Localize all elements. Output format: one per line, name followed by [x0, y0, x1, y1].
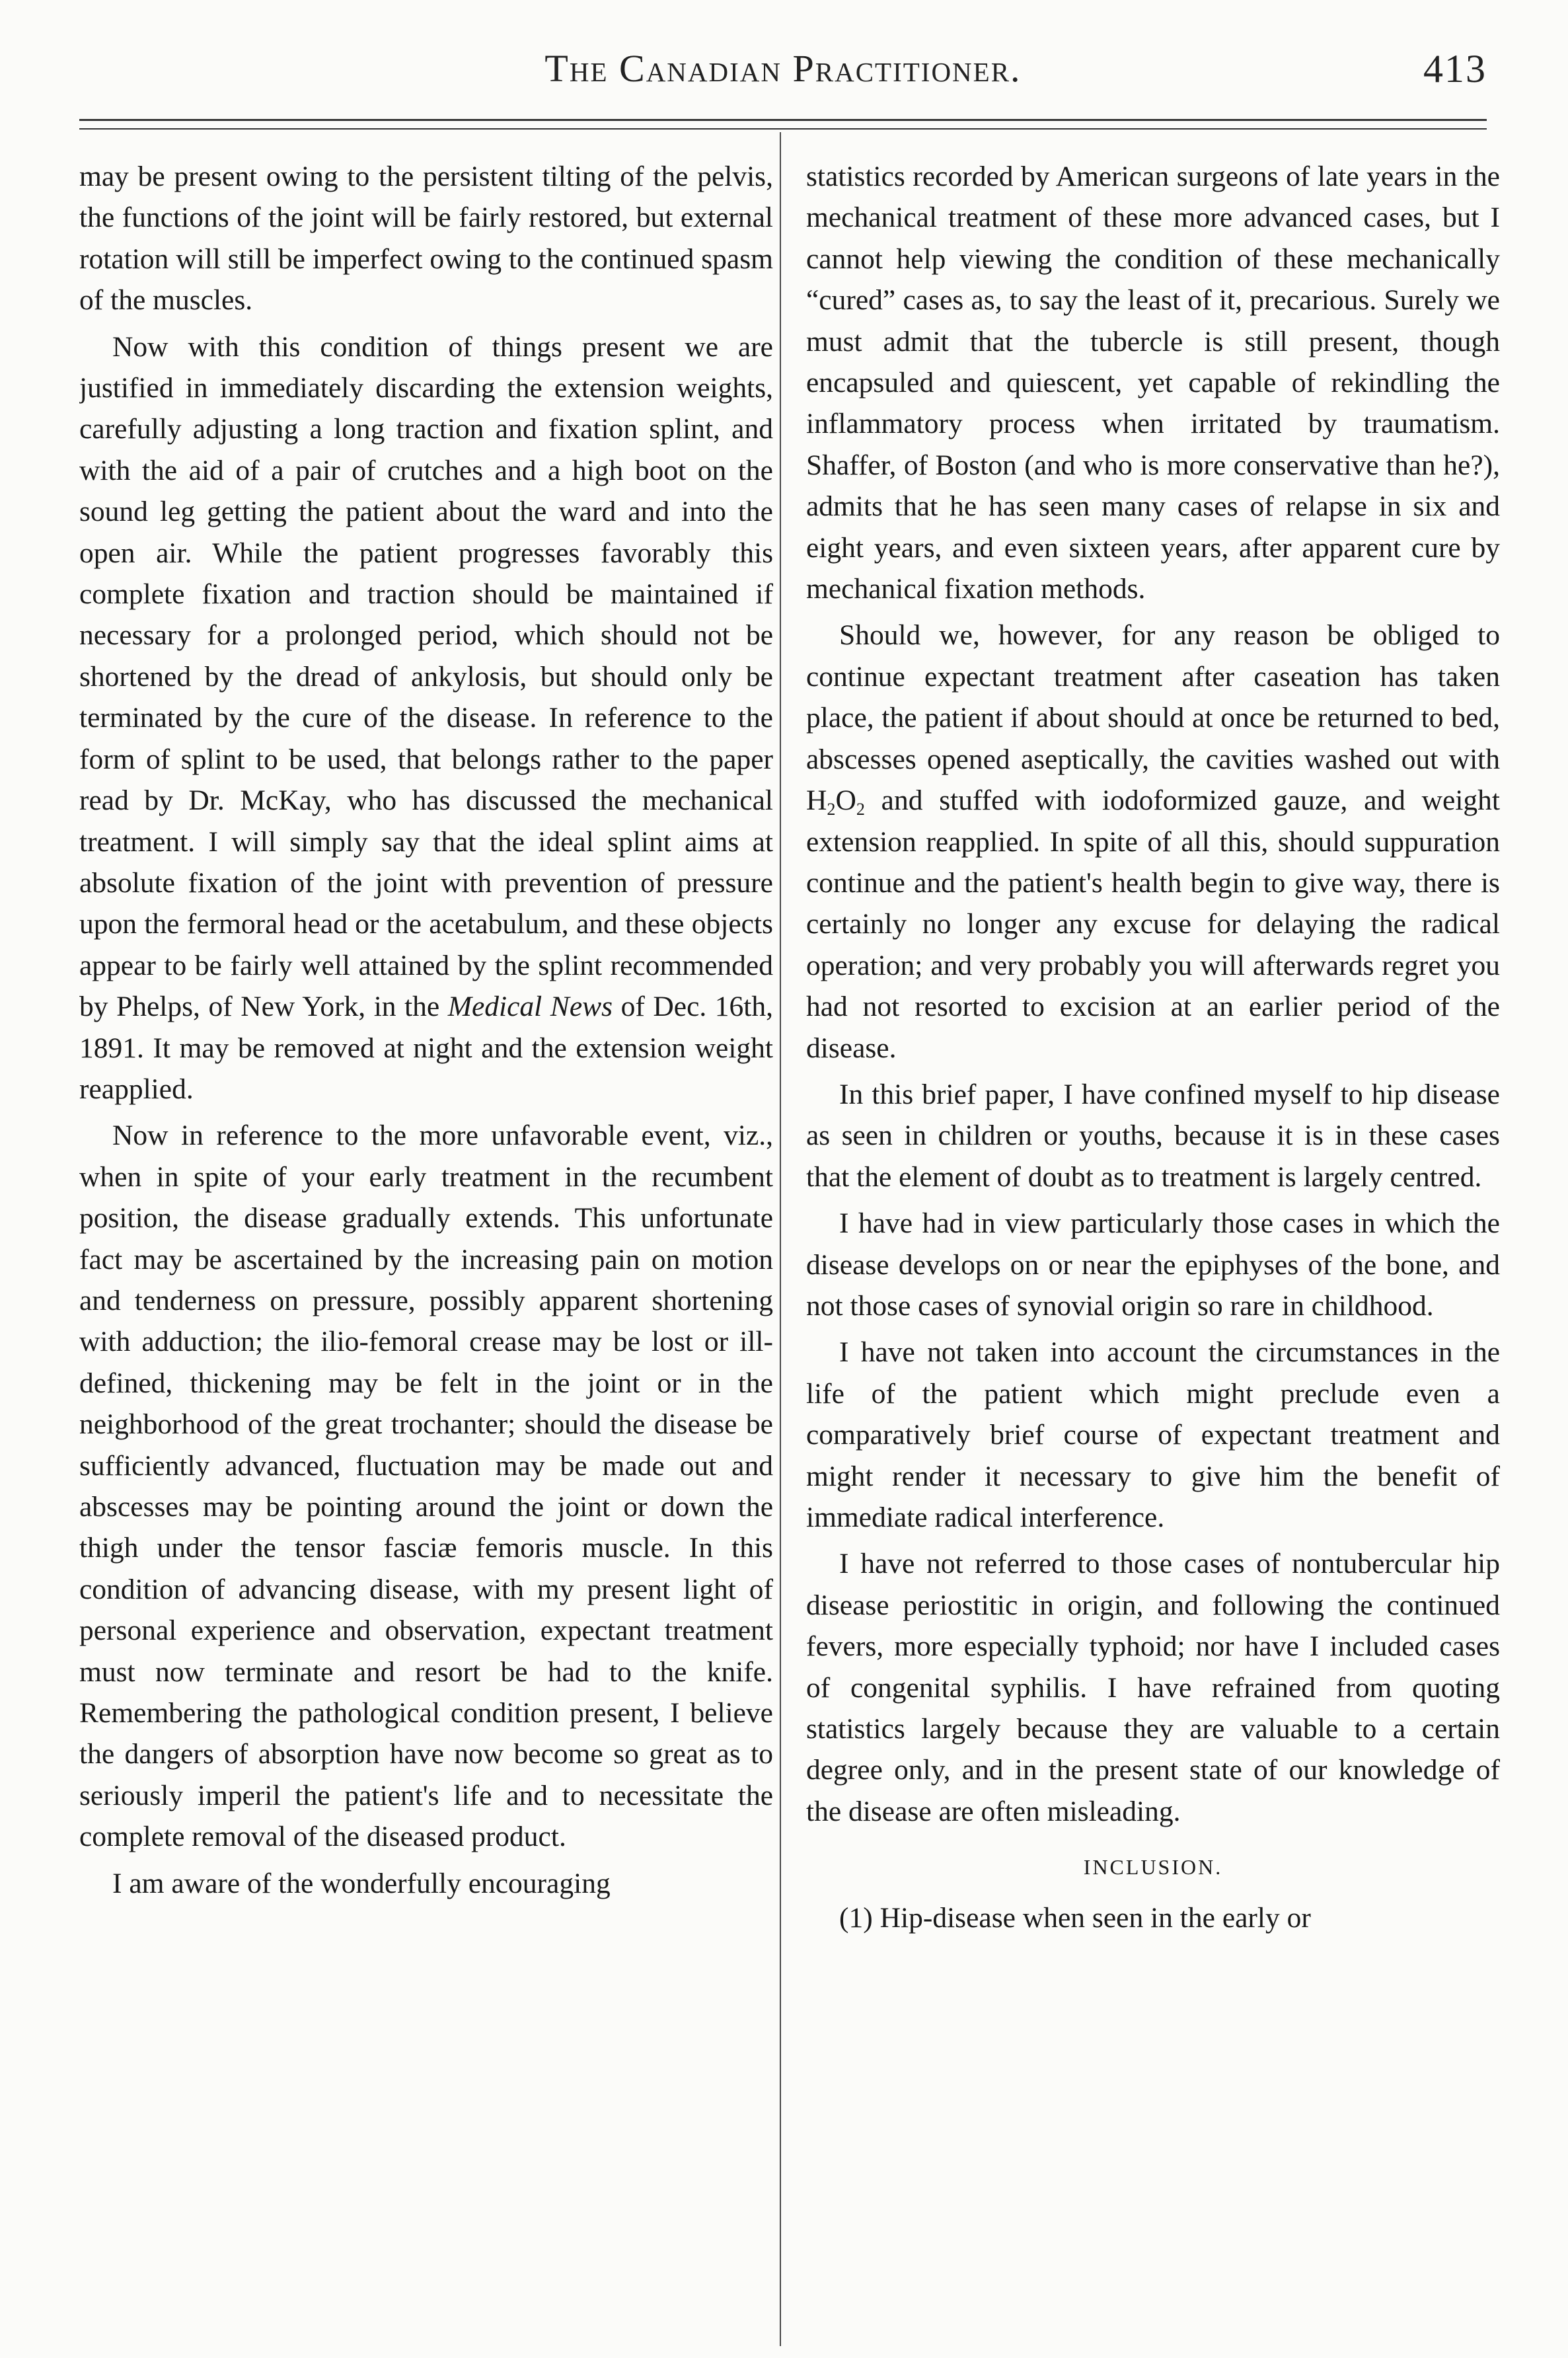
journal-title: The Canadian Practitioner. [544, 47, 1022, 90]
paragraph [79, 326, 773, 1110]
paragraph: (1) Hip-disease when seen in the early or [839, 1901, 1311, 1934]
paragraph: I have not referred to those cases of nontubercular hip disease periostitic in origin, and following the continued fevers, more especially typhoid; nor have I included cases of congenital syphilis. I have refrained from quoting statistics largely because they are valuable to a certain degree only, and in the present state of our knowledge of the disease are often misleading. [806, 1548, 1500, 1827]
header-rule-thin [79, 128, 1487, 130]
paragraph: Now in reference to the more unfavorable event, viz., when in spite of your early treatment in the recumbent position, the disease gradually extends. This unfortunate fact may be ascertained by the increasing pain on motion and tenderness on pressure, possibly apparent shortening with adduction; the ilio-femoral crease may be lost or ill-defined, thickening may be felt in the joint or in the neighborhood of the great trochanter; should the disease be sufficiently advanced, fluctuation may be made out and abscesses may be pointing around the joint or down the thigh under the tensor fasciæ femoris muscle. In this condition of advancing disease, with my present light of personal experience and observation, expectant treatment must now terminate and resort be had to the knife. Remembering the pathological condition present, I believe the dangers of absorption have now become so great as to seriously imperil the patient's life and to necessitate the complete removal of the diseased product. [79, 1120, 773, 1853]
paragraph: I am aware of the wonderfully encouraging [112, 1867, 611, 1899]
paragraph-continuation: may be present owing to the persistent tilting of the pelvis, the functions of the joint will be fairly restored, but external rotation will still be imperfect owing to the continued spasm of the muscles. [79, 161, 773, 317]
section-heading: INCLUSION. [1083, 1855, 1223, 1880]
right-column [806, 156, 1500, 2337]
paragraph-text: Should we, however, for any reason be obliged to continue expectant treatment after caseation has taken place, the patient if about should at once be returned to bed, abscesses opened aseptically, the cavities washed out with H [806, 619, 1500, 817]
formula-text: O [835, 784, 856, 817]
journal-citation-italic: Medical News [447, 991, 613, 1023]
paragraph-continuation: statistics recorded by American surgeons of late years in the mechanical treatment of these more advanced cases, but I cannot help viewing the condition of these mechanically “cured” cases as, to say the least of it, precarious. Surely we must admit that the tubercle is still present, though encapsuled and quiescent, yet capable of rekindling the inflammatory process when irritated by traumatism. Shaffer, of Boston (and who is more conservative than he?), admits that he has seen many cases of relapse in six and eight years, and even sixteen years, after apparent cure by mechanical fixation methods. [806, 161, 1500, 605]
header-rule [79, 119, 1487, 121]
subscript: 2 [827, 799, 836, 819]
paragraph-text: and stuffed with iodoformized gauze, and weight extension reapplied. In spite of all this, should suppuration continue and the patient's health begin to give way, there is certainly no longer any excuse for delaying the radical operation; and very probably you will afterwards regret you had not resorted to excision at an earlier period of the disease. [806, 784, 1500, 1064]
left-column [79, 156, 773, 2337]
running-head [79, 41, 1487, 114]
paragraph-text: Now with this condition of things present we are justified in immediately discarding the extension weights, carefully adjusting a long traction and fixation splint, and with the aid of a pair of crutches and a high boot on the sound leg getting the patient about the ward and into the open air. While the patient progresses favorably this complete fixation and traction should be maintained if necessary for a prolonged period, which should not be shortened by the dread of ankylosis, but should only be terminated by the cure of the disease. In reference to the form of splint to be used, that belongs rather to the paper read by Dr. McKay, who has discussed the mechanical treatment. I will simply say that the ideal splint aims at absolute fixation of the joint with prevention of pressure upon the fermoral head or the acetabulum, and these objects appear to be fairly well attained by the splint recommended by Phelps, of New York, in the [79, 330, 773, 1023]
page-number: 413 [1423, 47, 1487, 91]
paragraph: I have not taken into account the circumstances in the life of the patient which might preclude even a comparatively brief course of expectant treatment and might render it necessary to give him the benefit of immediate radical interference. [806, 1336, 1500, 1533]
column-divider [780, 132, 781, 2346]
paragraph: In this brief paper, I have confined myself to hip disease as seen in children or youths, because it is in these cases that the element of doubt as to treatment is largely centred. [806, 1078, 1500, 1193]
subscript: 2 [856, 799, 865, 819]
paragraph [806, 615, 1500, 1068]
paragraph: I have had in view particularly those cases in which the disease develops on or near the epiphyses of the bone, and not those cases of synovial origin so rare in childhood. [806, 1207, 1500, 1322]
paragraph-text: of Dec. 16th, 1891. It may be removed at night and the extension weight reapplied. [79, 991, 773, 1105]
